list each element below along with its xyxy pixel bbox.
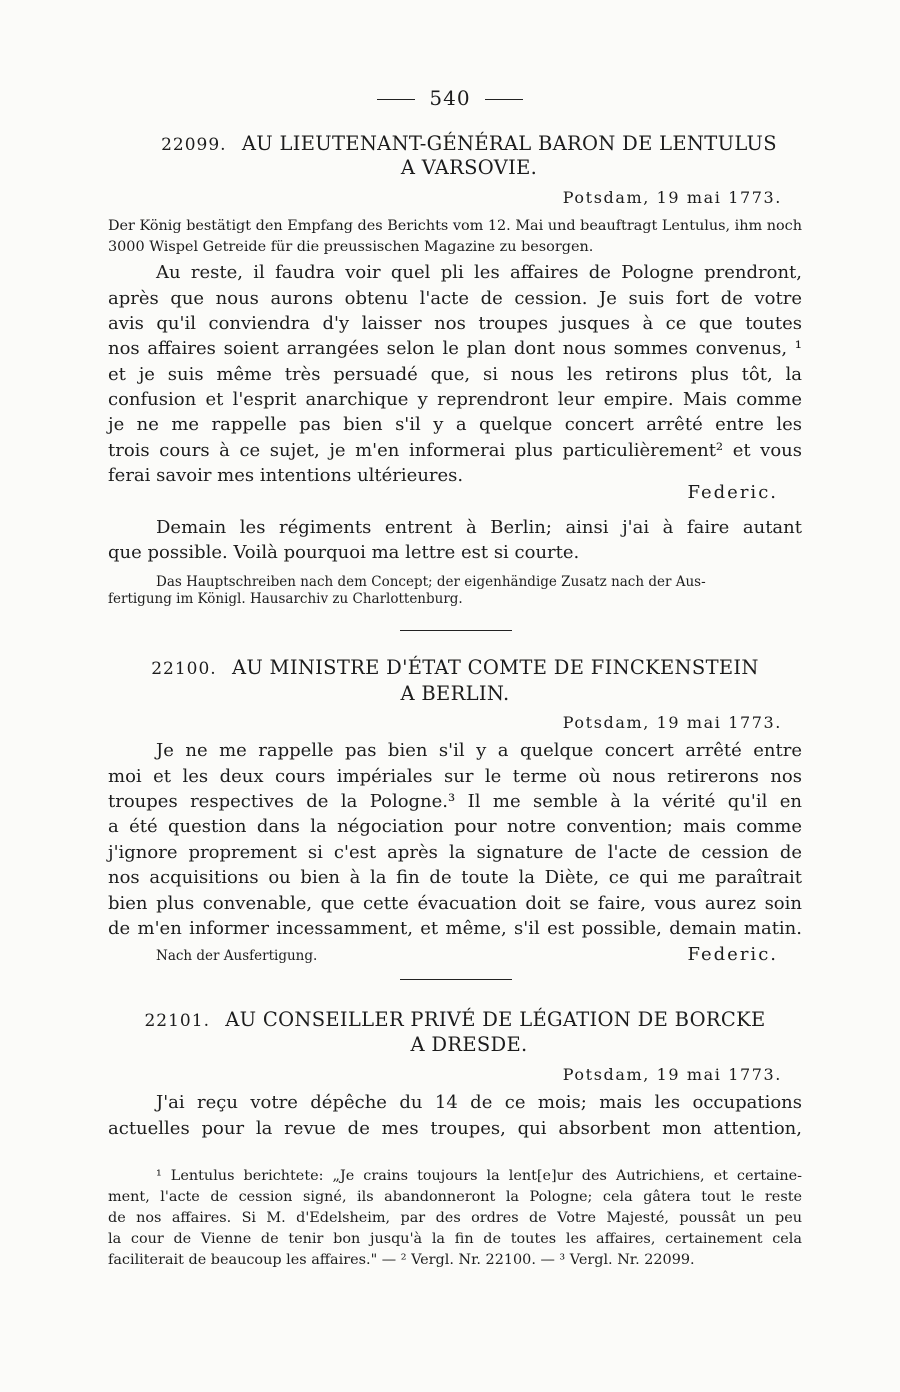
section-divider bbox=[400, 979, 512, 980]
source-note: Nach der Ausfertigung. bbox=[156, 948, 318, 964]
body-line: confusion et l'esprit anarchique y reprendront leur empire. Mais comme bbox=[108, 389, 802, 410]
body-line: bien plus convenable, que cette évacuation doit se faire, vous aurez soin bbox=[108, 893, 802, 914]
page-number-dash-left bbox=[377, 99, 415, 100]
signature: Federic. bbox=[687, 944, 778, 965]
letter-number: 22099. bbox=[161, 135, 227, 155]
letter-number: 22100. bbox=[151, 659, 217, 679]
letter-date: Potsdam, 19 mai 1773. bbox=[562, 713, 782, 732]
letter-title: AU LIEUTENANT-GÉNÉRAL BARON DE LENTULUS bbox=[241, 132, 777, 155]
body-line: Au reste, il faudra voir quel pli les affaires de Pologne prendront, bbox=[156, 262, 802, 283]
footnote-line: la cour de Vienne de tenir bon jusqu'à la fin de toutes les affaires, certainement cela bbox=[108, 1231, 802, 1247]
body-line: trois cours à ce sujet, je m'en informerai plus particulièrement² et vous bbox=[108, 440, 802, 461]
page-number-dash-right bbox=[485, 99, 523, 100]
footnote-line: ¹ Lentulus berichtete: „Je crains toujours la lent[e]ur des Autrichiens, et certaine- bbox=[156, 1168, 802, 1184]
letter-summary: Der König bestätigt den Empfang des Berichts vom 12. Mai und beauftragt Lentulus, ihm noch 3000 Wispel Getreide für die preussischen Magazine zu besorgen. bbox=[108, 218, 802, 255]
body-line: après que nous aurons obtenu l'acte de cession. Je suis fort de votre bbox=[108, 288, 802, 309]
body-line: actuelles pour la revue de mes troupes, qui absorbent mon attention, bbox=[108, 1118, 802, 1139]
postscript-line: que possible. Voilà pourquoi ma lettre est si courte. bbox=[108, 542, 580, 563]
body-line: nos acquisitions ou bien à la fin de toute la Diète, ce qui me paraîtrait bbox=[108, 867, 802, 888]
page-number: 540 bbox=[429, 86, 471, 110]
body-line: je ne me rappelle pas bien s'il y a quelque concert arrêté entre les bbox=[108, 414, 802, 435]
body-line: de m'en informer incessamment, et même, s'il est possible, demain matin. bbox=[108, 918, 802, 939]
letter-number: 22101. bbox=[144, 1011, 210, 1031]
footnote-line: faciliterait de beaucoup les affaires." — ² Vergl. Nr. 22100. — ³ Vergl. Nr. 22099. bbox=[108, 1252, 695, 1268]
letter-destination: A VARSOVIE. bbox=[400, 156, 538, 179]
body-line: avis qu'il conviendra d'y laisser nos troupes jusques à ce que toutes bbox=[108, 313, 802, 334]
postscript-line: Demain les régiments entrent à Berlin; ainsi j'ai à faire autant bbox=[156, 517, 802, 538]
letter-title: AU MINISTRE D'ÉTAT COMTE DE FINCKENSTEIN bbox=[231, 656, 759, 679]
source-note-line: Das Hauptschreiben nach dem Concept; der eigenhändige Zusatz nach der Aus- bbox=[156, 574, 706, 590]
letter-heading bbox=[108, 656, 802, 679]
body-line: nos affaires soient arrangées selon le plan dont nous sommes convenus, ¹ bbox=[108, 338, 802, 359]
letter-heading bbox=[108, 132, 816, 155]
body-line: moi et les deux cours impériales sur le terme où nous retirerons nos bbox=[108, 766, 802, 787]
body-line: troupes respectives de la Pologne.³ Il me semble à la vérité qu'il en bbox=[108, 791, 802, 812]
letter-destination: A DRESDE. bbox=[410, 1033, 528, 1056]
page-number-header bbox=[0, 86, 900, 110]
body-line: et je suis même très persuadé que, si nous les retirons plus tôt, la bbox=[108, 364, 802, 385]
letter-date: Potsdam, 19 mai 1773. bbox=[562, 188, 782, 207]
footnote-line: ment, l'acte de cession signé, ils abandonneront la Pologne; cela gâtera tout le reste bbox=[108, 1189, 802, 1205]
letter-destination: A BERLIN. bbox=[400, 682, 510, 705]
body-line: J'ai reçu votre dépêche du 14 de ce mois; mais les occupations bbox=[156, 1092, 802, 1113]
letter-heading bbox=[108, 1008, 802, 1031]
letter-date: Potsdam, 19 mai 1773. bbox=[562, 1065, 782, 1084]
body-line: Je ne me rappelle pas bien s'il y a quelque concert arrêté entre bbox=[156, 740, 802, 761]
body-line: a été question dans la négociation pour notre convention; mais comme bbox=[108, 816, 802, 837]
section-divider bbox=[400, 630, 512, 631]
body-line: ferai savoir mes intentions ultérieures. bbox=[108, 465, 464, 486]
footnote-line: de nos affaires. Si M. d'Edelsheim, par des ordres de Votre Majesté, poussât un peu bbox=[108, 1210, 802, 1226]
body-line: j'ignore proprement si c'est après la signature de l'acte de cession de bbox=[108, 842, 802, 863]
source-note-line: fertigung im Königl. Hausarchiv zu Charlottenburg. bbox=[108, 591, 463, 607]
letter-title: AU CONSEILLER PRIVÉ DE LÉGATION DE BORCKE bbox=[225, 1008, 766, 1031]
signature: Federic. bbox=[687, 482, 778, 503]
